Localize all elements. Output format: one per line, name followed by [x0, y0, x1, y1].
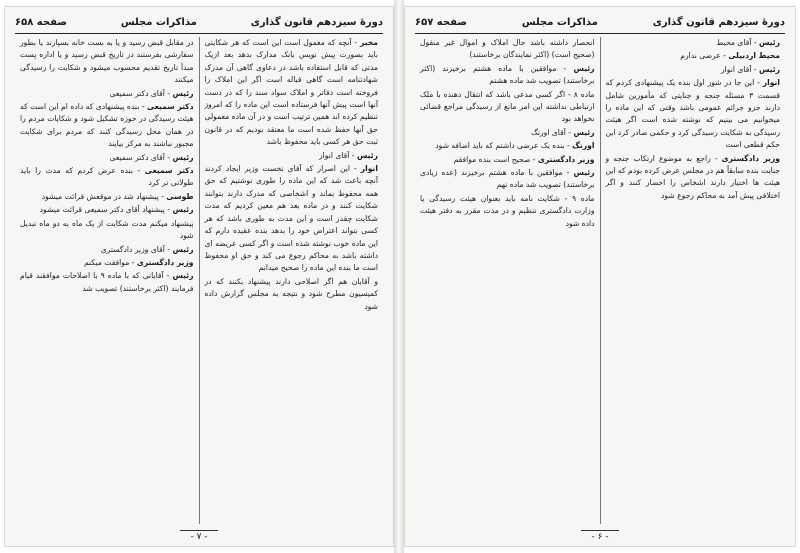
- speech-text: - موافقت میکنم: [83, 257, 135, 267]
- right-col-1: [601, 37, 786, 524]
- speech-text: - بنده یک عرضی داشتم که باید اضافه شود: [435, 141, 570, 151]
- right-page-number: صفحه ۶۵۷: [415, 16, 467, 28]
- paragraph: [20, 244, 194, 256]
- speaker-name: اورنگ: [572, 141, 595, 151]
- speaker-name: رئیس: [356, 150, 378, 160]
- right-page-title: مذاکرات مجلس: [521, 16, 598, 28]
- speaker-name: رئیس: [172, 152, 194, 162]
- paragraph: [606, 77, 781, 151]
- right-page-header: [415, 13, 785, 34]
- paragraph: [606, 37, 781, 49]
- speaker-name: رئیس: [573, 127, 595, 137]
- speech-text: در مقابل قبض رسید و یا به بست خانه بسپارند یا بطور سفارشی بفرستند در تاریخ قبض رسید و یا اداره پست مبدأ تاریخ تقدیم محسوب میشود و شکایت را رسیدگی میکنند: [20, 38, 194, 85]
- paragraph: [20, 270, 194, 295]
- speech-text: - آقای دکتر سمیعی: [109, 88, 171, 98]
- left-page-header: [15, 13, 383, 34]
- speaker-name: مخبر: [360, 38, 378, 47]
- paragraph: [205, 150, 379, 162]
- speech-text: - آنچه که معمول است این است که هر شکایتی باید بصورت پیش نویس بانک مدارک بدهد بعد ازیک مدتی که قابل استفاده باشد در دعاوی گاهی آن مدرک شهادتنامه است گاهی قباله است اگر این املاک را فروخته است دفاتر و املاک سواد سند را که در دست آنها است پیش آنها فرستاده است این ماده را که امروز تنظیم کرده اند همین ترتیب است و در آن ماده معمولی حق آنها حفظ شده است ما معتقد بودیم که در قانون ثبت حق هر کسی باید محفوظ باشد: [204, 38, 378, 147]
- speech-text: - این جا در شور اول بنده یک پیشنهادی کردم که قسمت ۳ مسئله جنجه و جنایتی که مأمورین شامل دارند جزو جرائم عمومی باشد وقتی که این ماده را میخوانیم می بینیم که نوشته شده است اگر هیئت رسیدگی به شکایت رسیدگی کرد و حکمی صادر کرد این حکم قطعی است: [605, 78, 781, 150]
- book-gutter: [394, 0, 404, 553]
- left-session-label: دورهٔ سیزدهم قانون گذاری: [250, 16, 383, 28]
- paragraph: [20, 101, 194, 151]
- speech-text: پیشنهاد میکنم مدت شکایت از یک ماه به دو ماه تبدیل شود: [20, 218, 194, 241]
- paragraph: [420, 193, 595, 230]
- speaker-name: طوسی: [166, 191, 194, 201]
- right-page: [404, 6, 796, 547]
- speaker-name: دکتر سمیعی: [144, 166, 194, 176]
- paragraph: [420, 63, 595, 88]
- left-footer-number: - ۷ -: [180, 530, 217, 542]
- paragraph: [420, 154, 595, 166]
- paragraph: [420, 167, 595, 192]
- speaker-name: وزیر دادگستری: [537, 154, 595, 164]
- speaker-name: رئیس: [758, 38, 780, 47]
- speech-text: - پیشنهاد آقای دکتر سمیعی قرائت میشود: [39, 205, 171, 215]
- paragraph: [20, 191, 194, 203]
- paragraph: [20, 37, 194, 87]
- speaker-name: رئیس: [573, 168, 595, 178]
- speaker-name: رئیس: [172, 244, 194, 254]
- speech-text: - آقای وزیر دادگستری: [100, 244, 171, 254]
- paragraph: [606, 64, 781, 76]
- paragraph: [20, 257, 194, 269]
- speech-text: - صحیح است بنده موافقم: [453, 154, 536, 164]
- paragraph: [205, 37, 379, 149]
- paragraph: [20, 88, 194, 100]
- speech-text: - موافقین با ماده هشتم برخیزند (اکثر برخاستند) تصویب شد ماده هشتم: [420, 63, 595, 86]
- speech-text: - آقای دکتر سمیعی: [109, 152, 171, 162]
- left-page-footer: [5, 530, 393, 542]
- speech-text: ماده ۹ - شکایت نامه باید بعنوان هیئت رسیدگی یا وزارت دادگستری تنظیم و در مدت مقرر به دفتر هیئت داده شود: [420, 193, 595, 228]
- right-col-2: [415, 37, 601, 524]
- speaker-name: رئیس: [172, 205, 194, 215]
- speech-text: - آقایانی که با ماده ۹ با اصلاحات موافقند قیام فرمایند (اکثر برخاستند) تصویب شد: [20, 271, 194, 293]
- right-columns: [415, 37, 785, 524]
- left-page-number: صفحه ۶۵۸: [15, 16, 67, 28]
- paragraph: [20, 152, 194, 164]
- paragraph: [420, 140, 595, 152]
- left-page-title: مذاکرات مجلس: [120, 16, 197, 28]
- speech-text: - آقای انوار: [319, 150, 355, 160]
- paragraph: [420, 37, 595, 62]
- speaker-name: محیط اردبیلی: [728, 51, 780, 61]
- speech-text: انحصار داشته باشد حال املاک و اموال غیر منقول (صحیح است) (اکثر نمایندگان برخاستند): [420, 38, 595, 60]
- paragraph: [205, 276, 379, 313]
- speech-text: - موافقین با ماده هشتم برخیزند (عده زیادی برخاستند) تصویب شد ماده نهم: [420, 168, 595, 190]
- speaker-name: رئیس: [172, 88, 194, 98]
- speaker-name: دکتر سمیعی: [147, 102, 194, 112]
- left-page: [4, 6, 394, 547]
- speaker-name: انوار: [762, 78, 780, 88]
- speaker-name: وزیر دادگستری: [721, 153, 780, 163]
- speech-text: و آقایان هم اگر اصلاحی دارند پیشنهاد بکنند که در کمیسیون مطرح شود و نتیجه به مجلس گزارش داده شود: [204, 276, 378, 311]
- left-columns: [15, 37, 383, 524]
- speech-text: - این اصرار که آقای نخست وزیر ایجاد کردند آنچه باعث شد که این ماده را طوری نوشتیم که حق همه محفوظ بماند و اشخاصی که مدرک دارند بتوانند شکایت کنند و در ماده بعد هم معین کردیم که مدت شکایت چقدر است و این مدت به طوری باشد که هر کسی بتواند اعتراض خود را بدهد بنده عقیده دارم که این ماده خوب نوشته شده است و اگر کسی عریضه ای داشته باشد به محاکم رجوع می کند و حق او محفوظ است ما بنده این ماده را صحیح میدانم: [204, 164, 378, 273]
- right-session-label: دورهٔ سیزدهم قانون گذاری: [652, 16, 785, 28]
- speaker-name: رئیس: [573, 63, 595, 73]
- speech-text: - آقای محیط: [716, 38, 757, 47]
- speaker-name: رئیس: [758, 64, 780, 74]
- speech-text: - پیشنهاد شد در موقعش قرائت میشود: [41, 191, 164, 201]
- paragraph: [420, 89, 595, 126]
- right-footer-number: - ۶ -: [581, 530, 618, 542]
- left-col-1: [200, 37, 384, 524]
- speech-text: - بنده پیشنهادی که داده ام این است که هیئت رسیدگی در حوزه تشکیل شود و شکایات مردم را در همان محل رسیدگی کنند که مردم برای شکایت مجبور نباشند به مرکز بیایند: [20, 102, 194, 149]
- speech-text: ماده ۸ - اگر کسی مدعی باشد که انتقال دهنده با ملک ارتباطی نداشته این امر مانع از رسیدگی مراجع قضائی نخواهد بود: [420, 89, 595, 124]
- speech-text: - عرضی ندارم: [680, 51, 726, 61]
- speaker-name: انوار: [360, 164, 378, 174]
- speech-text: - راجع به موضوع ارتکاب جنجه و جنایت بنده سابقاً هم در مجلس عرض کرده بودم که این هیئت ها اختیار دارند اشخاص را احضار کنند و اگر اختلافی پیش آمد به محاکم رجوع شود: [605, 153, 780, 200]
- paragraph: [20, 204, 194, 216]
- paragraph: [606, 50, 781, 62]
- paragraph: [20, 165, 194, 190]
- speaker-name: وزیر دادگستری: [136, 257, 194, 267]
- paragraph: [606, 153, 781, 203]
- speech-text: - آقای اورنگ: [531, 127, 572, 137]
- speech-text: - آقای انوار: [721, 64, 757, 74]
- left-col-2: [15, 37, 200, 524]
- paragraph: [20, 218, 194, 243]
- paragraph: [420, 127, 595, 139]
- speaker-name: رئیس: [172, 271, 194, 281]
- right-page-footer: [405, 530, 795, 542]
- paragraph: [205, 163, 379, 275]
- speech-text: - بنده عرض کردم که مدت را باید طولانی تر کرد: [20, 166, 194, 188]
